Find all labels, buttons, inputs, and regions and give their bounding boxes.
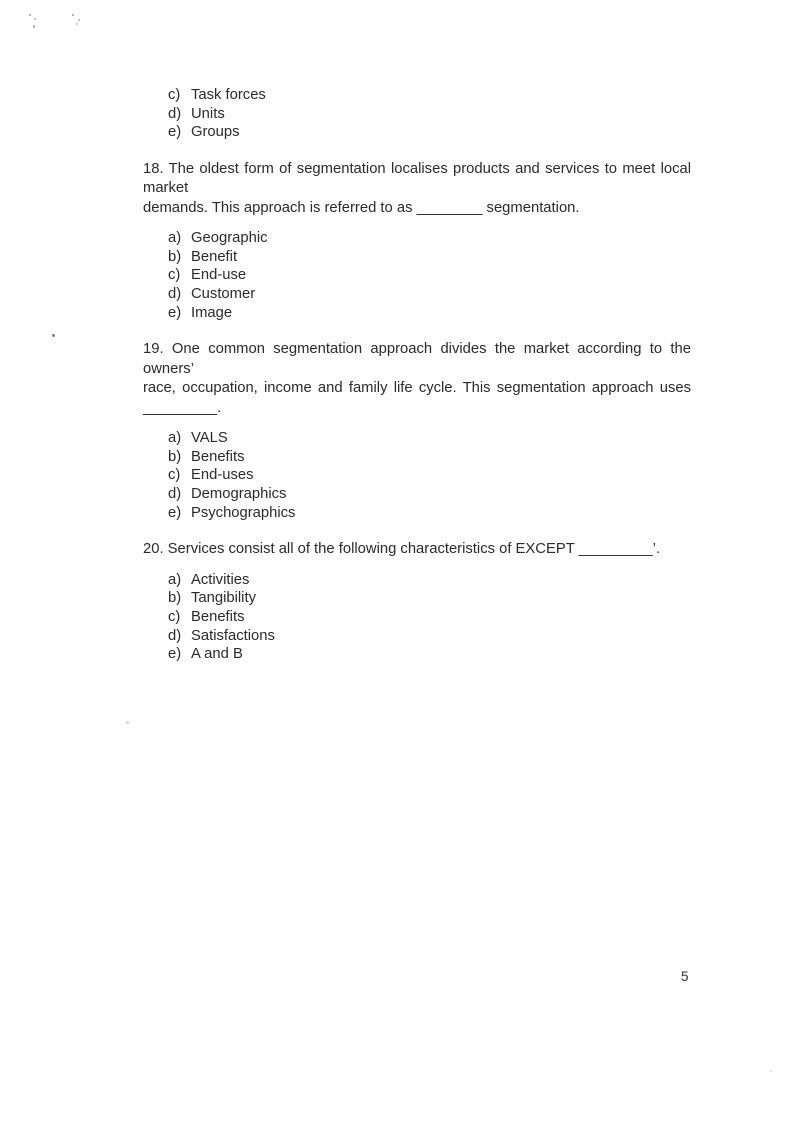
- option-row: [168, 285, 691, 304]
- option-letter: b): [168, 448, 182, 465]
- option-text: VALS: [191, 430, 228, 447]
- option-row: [168, 645, 691, 664]
- scan-speck: [52, 334, 55, 337]
- question-18-text: [143, 160, 691, 219]
- question-20: [143, 540, 691, 663]
- option-letter: d): [168, 486, 182, 503]
- option-letter: e): [168, 504, 182, 521]
- option-letter: c): [168, 467, 181, 484]
- option-letter: a): [168, 430, 182, 447]
- scan-speck: [78, 19, 80, 21]
- option-text: Activities: [191, 571, 250, 588]
- option-letter: d): [168, 627, 182, 644]
- option-row: [168, 448, 691, 467]
- option-row: [168, 504, 691, 523]
- option-letter: b): [168, 248, 182, 265]
- option-letter: e): [168, 124, 182, 141]
- option-letter: a): [168, 230, 182, 247]
- question-line: 20. Services consist all of the following characteristics of EXCEPT _________’.: [143, 541, 661, 558]
- option-row: [168, 86, 691, 105]
- scan-speck: [76, 23, 78, 25]
- option-text: End-uses: [191, 467, 254, 484]
- question-line: 18. The oldest form of segmentation localises products and services to meet local market: [143, 160, 691, 197]
- option-letter: e): [168, 304, 182, 321]
- option-row: [168, 266, 691, 285]
- question-line: demands. This approach is referred to as ________ segmentation.: [143, 199, 580, 216]
- option-letter: c): [168, 608, 181, 625]
- question-20-text: [143, 540, 691, 560]
- exam-content: [143, 86, 691, 682]
- option-letter: c): [168, 87, 181, 103]
- page-number: 5: [681, 969, 689, 984]
- question-19-text: [143, 340, 691, 418]
- question-18: [143, 160, 691, 322]
- option-row: [168, 571, 691, 590]
- option-letter: d): [168, 105, 182, 122]
- option-text: Demographics: [191, 486, 287, 503]
- option-row: [168, 627, 691, 646]
- option-row: [168, 229, 691, 248]
- option-text: Task forces: [191, 87, 266, 103]
- option-letter: b): [168, 590, 182, 607]
- scan-speck: [126, 721, 129, 724]
- option-row: [168, 608, 691, 627]
- option-letter: d): [168, 286, 182, 303]
- scan-speck: [29, 14, 31, 16]
- option-row: [168, 123, 691, 142]
- option-letter: a): [168, 571, 182, 588]
- option-text: Units: [191, 105, 225, 122]
- question-line: 19. One common segmentation approach divides the market according to the owners’: [143, 341, 691, 377]
- scan-speck: [34, 18, 36, 20]
- scan-speck: [72, 14, 74, 16]
- option-row: [168, 485, 691, 504]
- scan-speck: [33, 25, 35, 28]
- option-text: End-use: [191, 267, 247, 284]
- question-19: [143, 340, 691, 522]
- option-text: Groups: [191, 124, 240, 141]
- question-18-options: [168, 229, 691, 322]
- option-row: [168, 304, 691, 323]
- question-line: _________.: [143, 399, 222, 416]
- option-row: [168, 248, 691, 267]
- question-19-options: [168, 429, 691, 522]
- option-text: A and B: [191, 646, 243, 663]
- option-text: Satisfactions: [191, 627, 275, 644]
- orphan-options-list: [168, 86, 691, 142]
- option-row: [168, 589, 691, 608]
- option-letter: c): [168, 267, 181, 284]
- scan-speck: [769, 1070, 772, 1072]
- option-row: [168, 429, 691, 448]
- option-text: Geographic: [191, 230, 268, 247]
- question-20-options: [168, 571, 691, 664]
- option-text: Benefits: [191, 448, 245, 465]
- option-text: Benefits: [191, 608, 245, 625]
- option-row: [168, 105, 691, 124]
- option-text: Customer: [191, 286, 256, 303]
- option-row: [168, 466, 691, 485]
- option-text: Psychographics: [191, 504, 296, 521]
- option-text: Image: [191, 304, 233, 321]
- option-text: Tangibility: [191, 590, 256, 607]
- question-line: race, occupation, income and family life cycle. This segmentation approach uses: [143, 380, 691, 397]
- option-letter: e): [168, 646, 182, 663]
- option-text: Benefit: [191, 248, 238, 265]
